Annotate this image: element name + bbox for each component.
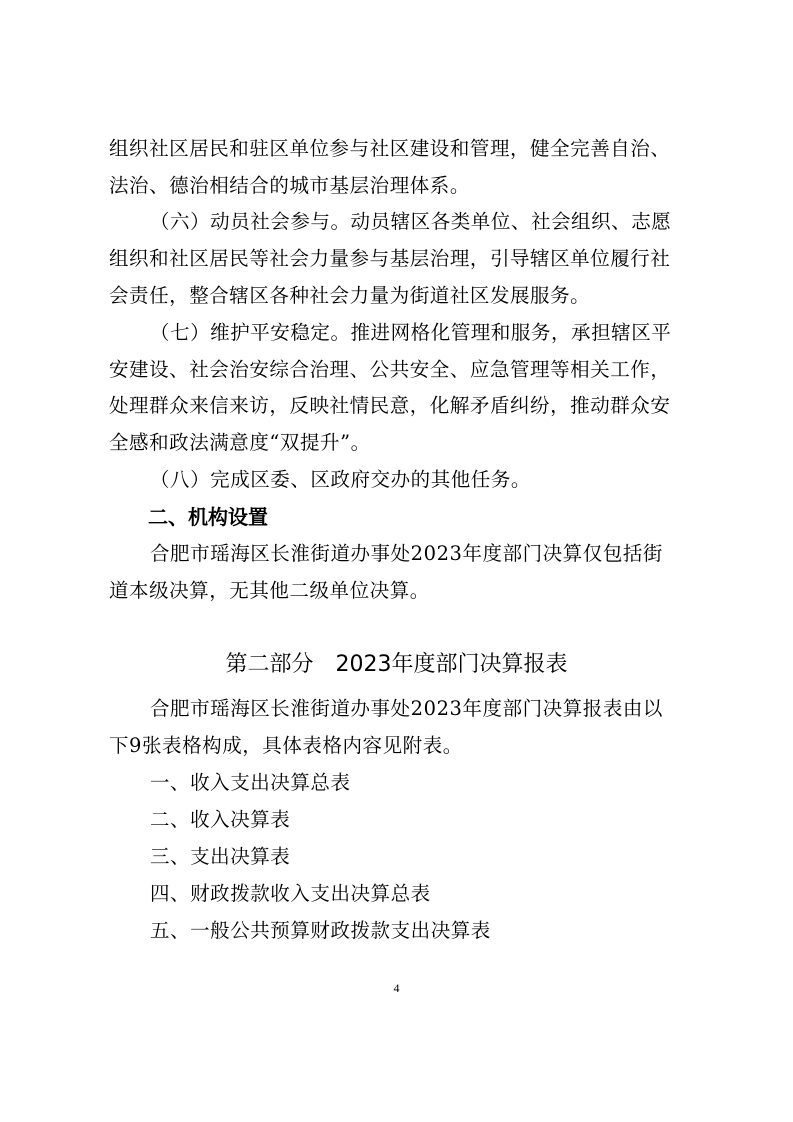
paragraph-line: 处理群众来信来访，反映社情民意，化解矛盾纠纷，推动群众安: [109, 394, 671, 417]
paragraph-line: （七）维护平安稳定。推进网格化管理和服务，承担辖区平: [150, 321, 672, 344]
section-heading: 二、机构设置: [148, 505, 268, 529]
paragraph-line: 下9张表格构成，具体表格内容见附表。: [109, 734, 463, 757]
list-item: 二、收入决算表: [150, 808, 291, 831]
paragraph-line: 合肥市瑶海区长淮街道办事处2023年度部门决算报表由以: [150, 697, 663, 720]
paragraph-line: 组织和社区居民等社会力量参与基层治理，引导辖区单位履行社: [109, 247, 671, 270]
paragraph-line: 法治、德治相结合的城市基层治理体系。: [109, 174, 470, 197]
paragraph-line: 组织社区居民和驻区单位参与社区建设和管理，健全完善自治、: [109, 137, 671, 160]
page-number: 4: [393, 981, 400, 995]
paragraph-line: 会责任，整合辖区各种社会力量为街道社区发展服务。: [109, 284, 591, 307]
paragraph-line: 全感和政法满意度“双提升”。: [109, 431, 371, 454]
part-title: 第二部分 2023年度部门决算报表: [225, 652, 568, 677]
list-item: 五、一般公共预算财政拨款支出决算表: [150, 919, 491, 942]
paragraph-line: （八）完成区委、区政府交办的其他任务。: [150, 468, 531, 491]
list-item: 一、收入支出决算总表: [150, 771, 351, 794]
paragraph-line: 安建设、社会治安综合治理、公共安全、应急管理等相关工作，: [109, 358, 671, 381]
list-item: 四、财政拨款收入支出决算总表: [150, 882, 431, 905]
paragraph-line: （六）动员社会参与。动员辖区各类单位、社会组织、志愿: [150, 210, 672, 233]
paragraph-line: 合肥市瑶海区长淮街道办事处2023年度部门决算仅包括街: [150, 542, 663, 565]
list-item: 三、支出决算表: [150, 845, 291, 868]
paragraph-line: 道本级决算，无其他二级单位决算。: [109, 579, 430, 602]
